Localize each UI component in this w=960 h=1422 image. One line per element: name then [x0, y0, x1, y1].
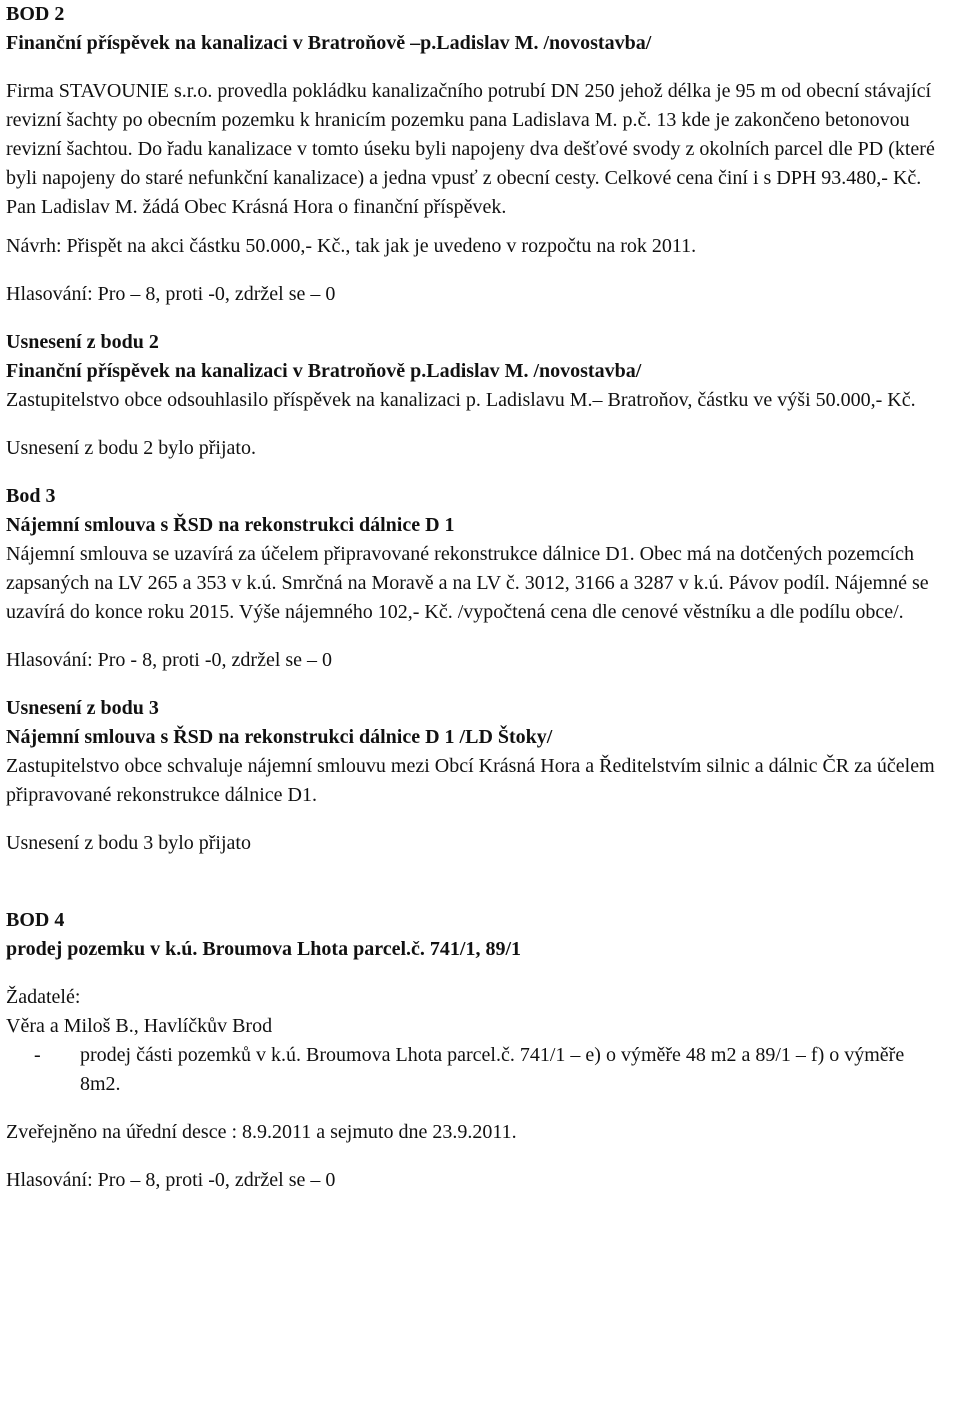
- resolution-status: Usnesení z bodu 2 bylo přijato.: [6, 437, 256, 459]
- vote-result: Hlasování: Pro – 8, proti -0, zdržel se – 0: [6, 283, 336, 305]
- resolution-title: Finanční příspěvek na kanalizaci v Bratroňově p.Ladislav M. /novostavba/: [6, 360, 642, 382]
- list-bullet: -: [34, 1044, 41, 1066]
- section-title: prodej pozemku v k.ú. Broumova Lhota parcel.č. 741/1, 89/1: [6, 938, 522, 960]
- section-title: Nájemní smlouva s ŘSD na rekonstrukci dálnice D 1: [6, 514, 455, 536]
- resolution-heading: Usnesení z bodu 3: [6, 697, 159, 719]
- list-item-text: prodej části pozemků v k.ú. Broumova Lhota parcel.č. 741/1 – e) o výměře 48 m2 a 89/1 – f) o výměře 8m2.: [80, 1044, 905, 1095]
- resolution-title: Nájemní smlouva s ŘSD na rekonstrukci dálnice D 1 /LD Štoky/: [6, 726, 553, 748]
- resolution-status: Usnesení z bodu 3 bylo přijato: [6, 832, 251, 854]
- section-title: Finanční příspěvek na kanalizaci v Bratroňově –p.Ladislav M. /novostavba/: [6, 32, 652, 54]
- publication-note: Zveřejněno na úřední desce : 8.9.2011 a sejmuto dne 23.9.2011.: [6, 1121, 517, 1143]
- section-heading: Bod 3: [6, 485, 56, 507]
- list-item: [6, 1041, 942, 1099]
- proposal: Návrh: Přispět na akci částku 50.000,- Kč., tak jak je uvedeno v rozpočtu na rok 2011.: [6, 235, 697, 257]
- applicants-label: Žadatelé:: [6, 986, 81, 1008]
- vote-result: Hlasování: Pro - 8, proti -0, zdržel se – 0: [6, 649, 333, 671]
- paragraph: Firma STAVOUNIE s.r.o. provedla pokládku kanalizačního potrubí DN 250 jehož délka je 95 m od obecní stávající revizní šachty po obecním pozemku k hranicím pozemku pana Ladislava M. p.č. 13 kde je zakončeno betonovou revizní šachtou. Do řadu kanalizace v tomto úseku byli napojeny dva dešťové svody z okolních parcel dle PD (které byli napojeny do staré nefunkční kanalizace) a jedna vpusť z obecní cesty. Celkové cena činí i s DPH 93.480,- Kč. Pan Ladislav M. žádá Obec Krásná Hora o finanční příspěvek.: [6, 80, 935, 218]
- paragraph: Nájemní smlouva se uzavírá za účelem připravované rekonstrukce dálnice D1. Obec má na dotčených pozemcích zapsaných na LV 265 a 353 v k.ú. Smrčná na Moravě a na LV č. 3012, 3166 a 3287 v k.ú. Pávov podíl. Nájemné se uzavírá do konce roku 2015. Výše nájemného 102,- Kč. /vypočtená cena dle cenové věstníku a dle podílu obce/.: [6, 543, 929, 623]
- section-heading: BOD 4: [6, 909, 65, 931]
- applicants-names: Věra a Miloš B., Havlíčkův Brod: [6, 1015, 273, 1037]
- section-heading: BOD 2: [6, 3, 65, 25]
- resolution-heading: Usnesení z bodu 2: [6, 331, 159, 353]
- resolution-text: Zastupitelstvo obce schvaluje nájemní smlouvu mezi Obcí Krásná Hora a Ředitelstvím silnic a dálnic ČR za účelem připravované rekonstrukce dálnice D1.: [6, 755, 935, 806]
- resolution-text: Zastupitelstvo obce odsouhlasilo příspěvek na kanalizaci p. Ladislavu M.– Bratroňov, částku ve výši 50.000,- Kč.: [6, 389, 916, 411]
- vote-result: Hlasování: Pro – 8, proti -0, zdržel se – 0: [6, 1169, 336, 1191]
